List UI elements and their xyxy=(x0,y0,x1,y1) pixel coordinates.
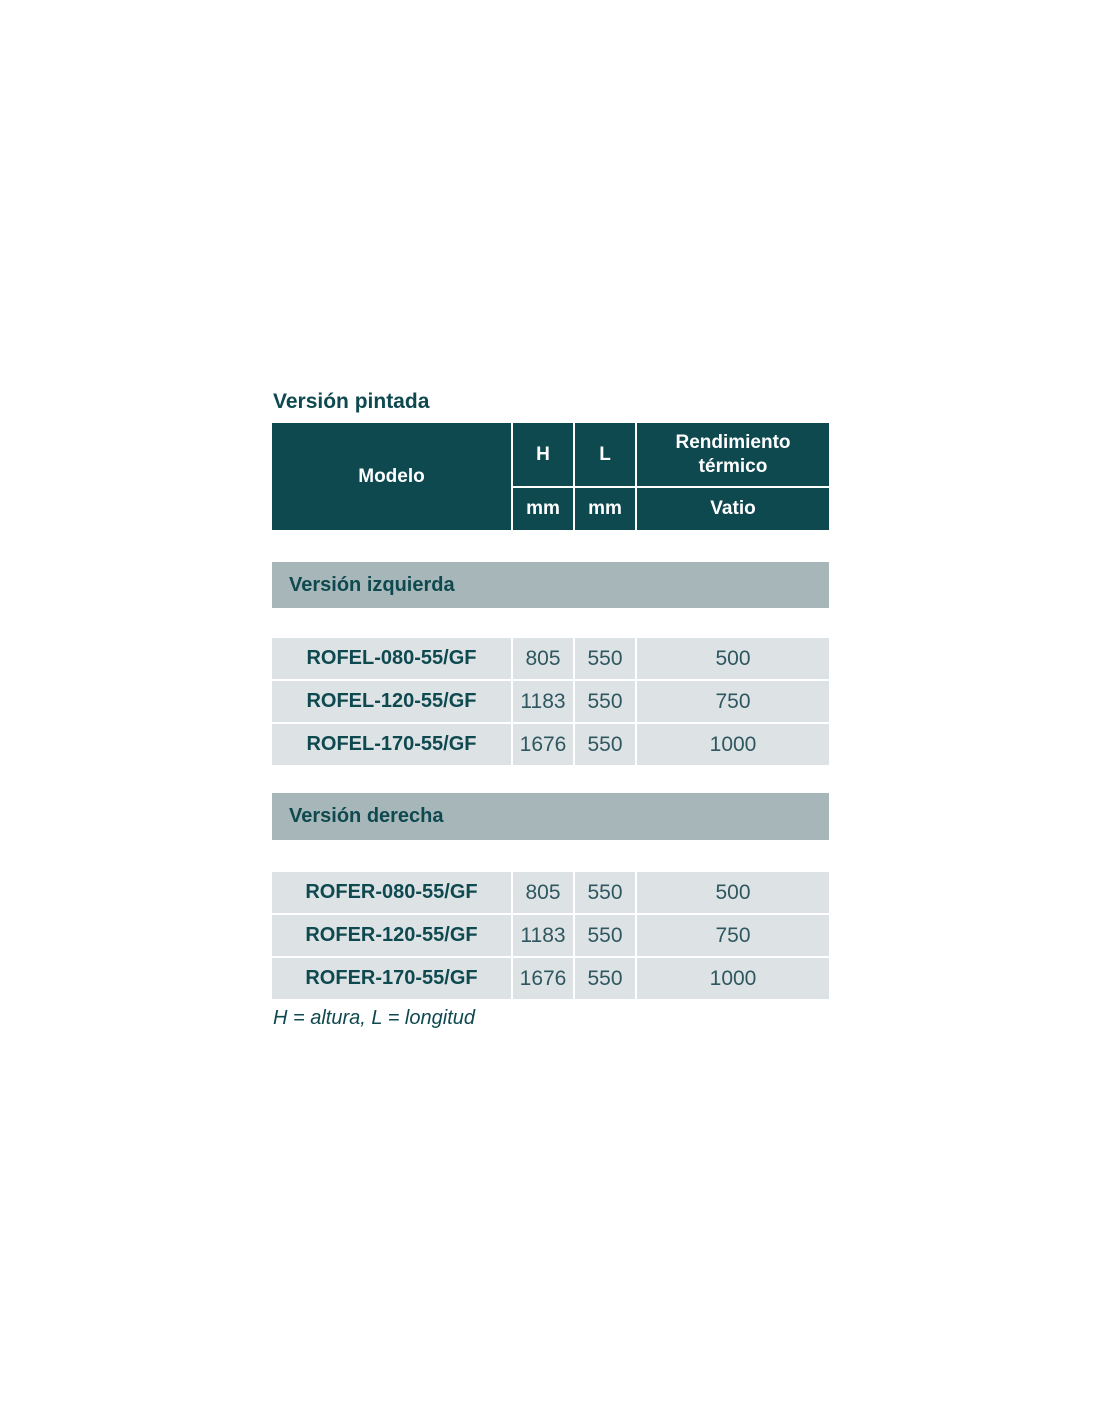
cell-l: 550 xyxy=(575,681,635,722)
cell-model: ROFEL-120-55/GF xyxy=(272,681,511,722)
page-title: Versión pintada xyxy=(273,390,430,413)
cell-watt: 500 xyxy=(637,872,829,913)
cell-l: 550 xyxy=(575,638,635,679)
cell-watt: 750 xyxy=(637,681,829,722)
cell-h: 805 xyxy=(513,638,573,679)
cell-h: 1183 xyxy=(513,915,573,956)
spec-table-header xyxy=(272,423,829,530)
header-cell-l-unit: mm xyxy=(575,488,635,530)
header-cell-l: L xyxy=(575,423,635,486)
cell-h: 1183 xyxy=(513,681,573,722)
cell-model: ROFER-170-55/GF xyxy=(272,958,511,999)
section-band-izquierda: Versión izquierda xyxy=(272,562,829,608)
table-derecha xyxy=(272,872,829,999)
header-cell-h-unit: mm xyxy=(513,488,573,530)
cell-model: ROFEL-080-55/GF xyxy=(272,638,511,679)
header-cell-rendimiento xyxy=(637,423,829,486)
cell-watt: 1000 xyxy=(637,724,829,765)
cell-h: 805 xyxy=(513,872,573,913)
cell-model: ROFER-120-55/GF xyxy=(272,915,511,956)
header-cell-h: H xyxy=(513,423,573,486)
cell-watt: 750 xyxy=(637,915,829,956)
cell-l: 550 xyxy=(575,958,635,999)
section-band-derecha: Versión derecha xyxy=(272,793,829,840)
spec-sheet xyxy=(272,391,829,1030)
legend-note: H = altura, L = longitud xyxy=(273,1007,475,1029)
cell-h: 1676 xyxy=(513,724,573,765)
cell-h: 1676 xyxy=(513,958,573,999)
cell-watt: 1000 xyxy=(637,958,829,999)
header-cell-watt-unit: Vatio xyxy=(637,488,829,530)
cell-l: 550 xyxy=(575,724,635,765)
cell-model: ROFEL-170-55/GF xyxy=(272,724,511,765)
cell-model: ROFER-080-55/GF xyxy=(272,872,511,913)
header-cell-rendimiento-label: Rendimiento térmico xyxy=(675,431,791,477)
cell-l: 550 xyxy=(575,915,635,956)
cell-watt: 500 xyxy=(637,638,829,679)
cell-l: 550 xyxy=(575,872,635,913)
table-izquierda xyxy=(272,638,829,765)
header-cell-modelo: Modelo xyxy=(272,423,511,530)
